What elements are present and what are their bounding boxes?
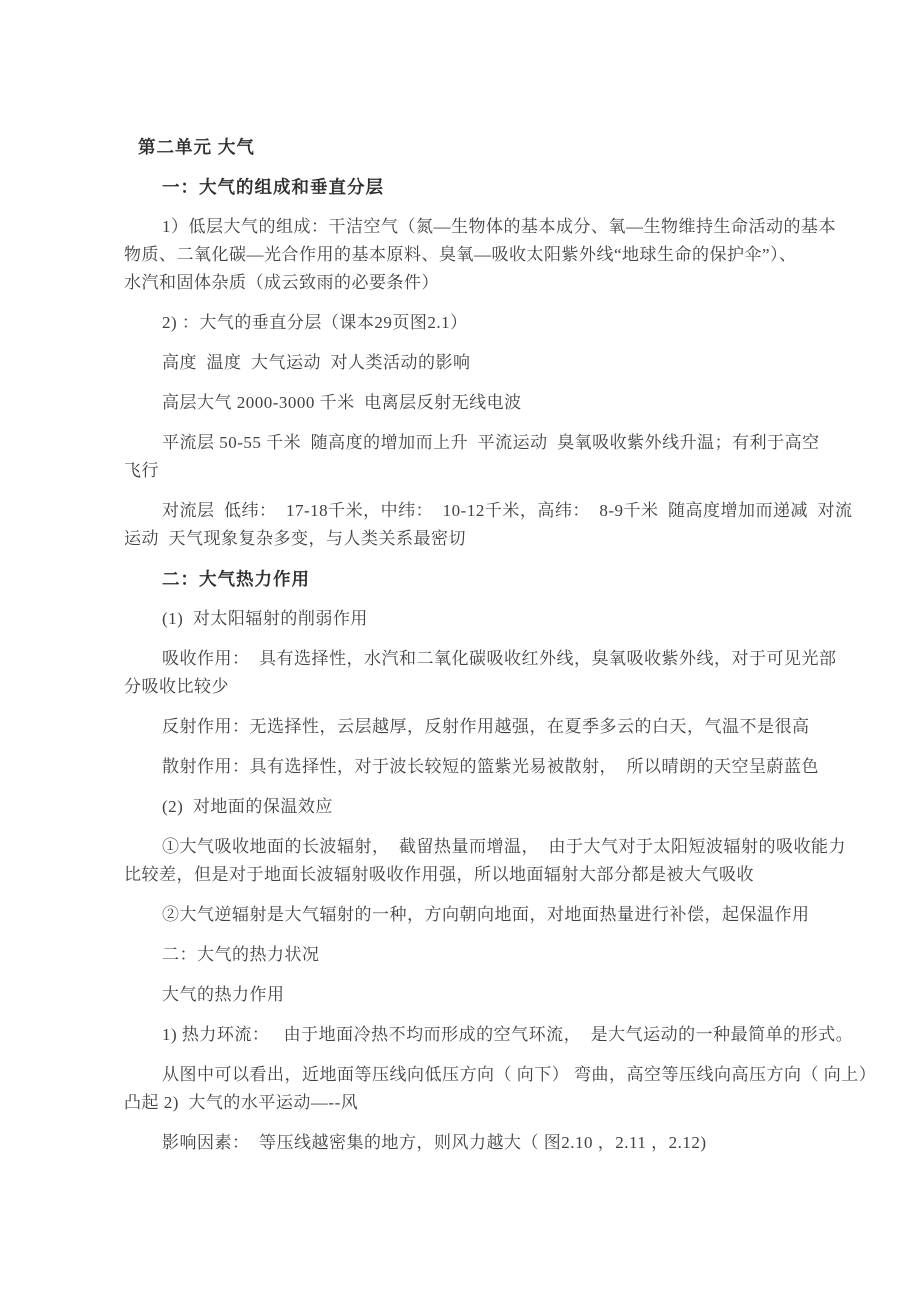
text-line: (1) 对太阳辐射的削弱作用	[162, 609, 368, 628]
text-line: 1) 热力环流： 由于地面冷热不均而形成的空气环流， 是大气运动的一种最简单的形式。	[162, 1025, 854, 1044]
text-line: 平流层 50-55 千米 随高度的增加而上升 平流运动 臭氧吸收紫外线升温；有利于高空	[162, 433, 820, 452]
text-line: 比较差，但是对于地面长波辐射吸收作用强，所以地面辐射大部分都是被大气吸收	[124, 865, 754, 884]
text-line: ①大气吸收地面的长波辐射， 截留热量而增温， 由于大气对于太阳短波辐射的吸收能力	[162, 837, 846, 856]
unit-title: 第二单元 大气	[138, 137, 255, 157]
text-line: 分吸收比较少	[124, 677, 229, 696]
text-line: 从图中可以看出，近地面等压线向低压方向（ 向下） 弯曲，高空等压线向高压方向（ 向上）	[162, 1065, 877, 1084]
text-line: (2) 对地面的保温效应	[162, 797, 333, 816]
text-line: 水汽和固体杂质（成云致雨的必要条件）	[124, 273, 439, 292]
section-heading-composition: 一：大气的组成和垂直分层	[162, 177, 384, 197]
text-line: 飞行	[124, 461, 159, 480]
text-line: 高层大气 2000-3000 千米 电离层反射无线电波	[162, 393, 522, 412]
text-line: 影响因素： 等压线越密集的地方，则风力越大（ 图2.10 ，2.11 ，2.12)	[162, 1133, 707, 1152]
text-line: 反射作用：无选择性，云层越厚，反射作用越强，在夏季多云的白天，气温不是很高	[162, 717, 810, 736]
text-line: ②大气逆辐射是大气辐射的一种，方向朝向地面，对地面热量进行补偿，起保温作用	[162, 905, 810, 924]
text-line: 2) ：大气的垂直分层（课本29页图2.1）	[162, 313, 468, 332]
text-line: 散射作用：具有选择性，对于波长较短的篮紫光易被散射， 所以晴朗的天空呈蔚蓝色	[162, 757, 819, 776]
text-line: 高度 温度 大气运动 对人类活动的影响	[162, 353, 471, 372]
text-line: 吸收作用： 具有选择性，水汽和二氧化碳吸收红外线，臭氧吸收紫外线，对于可见光部	[162, 649, 837, 668]
section-heading-thermal: 二：大气热力作用	[162, 569, 310, 589]
text-line: 1）低层大气的组成：干洁空气（氮—生物体的基本成分、氧—生物维持生命活动的基本	[162, 217, 836, 236]
text-line: 对流层 低纬： 17-18千米，中纬： 10-12千米，高纬： 8-9千米 随高度增加而递减 对流	[162, 501, 853, 520]
text-line: 二：大气的热力状况	[162, 945, 320, 964]
text-line: 运动 天气现象复杂多变，与人类关系最密切	[124, 529, 466, 548]
text-line: 物质、二氧化碳—光合作用的基本原料、臭氧—吸收太阳紫外线“地球生命的保护伞”）、	[124, 245, 797, 264]
text-line: 大气的热力作用	[162, 985, 285, 1004]
text-line: 凸起 2) 大气的水平运动—--风	[124, 1093, 359, 1112]
